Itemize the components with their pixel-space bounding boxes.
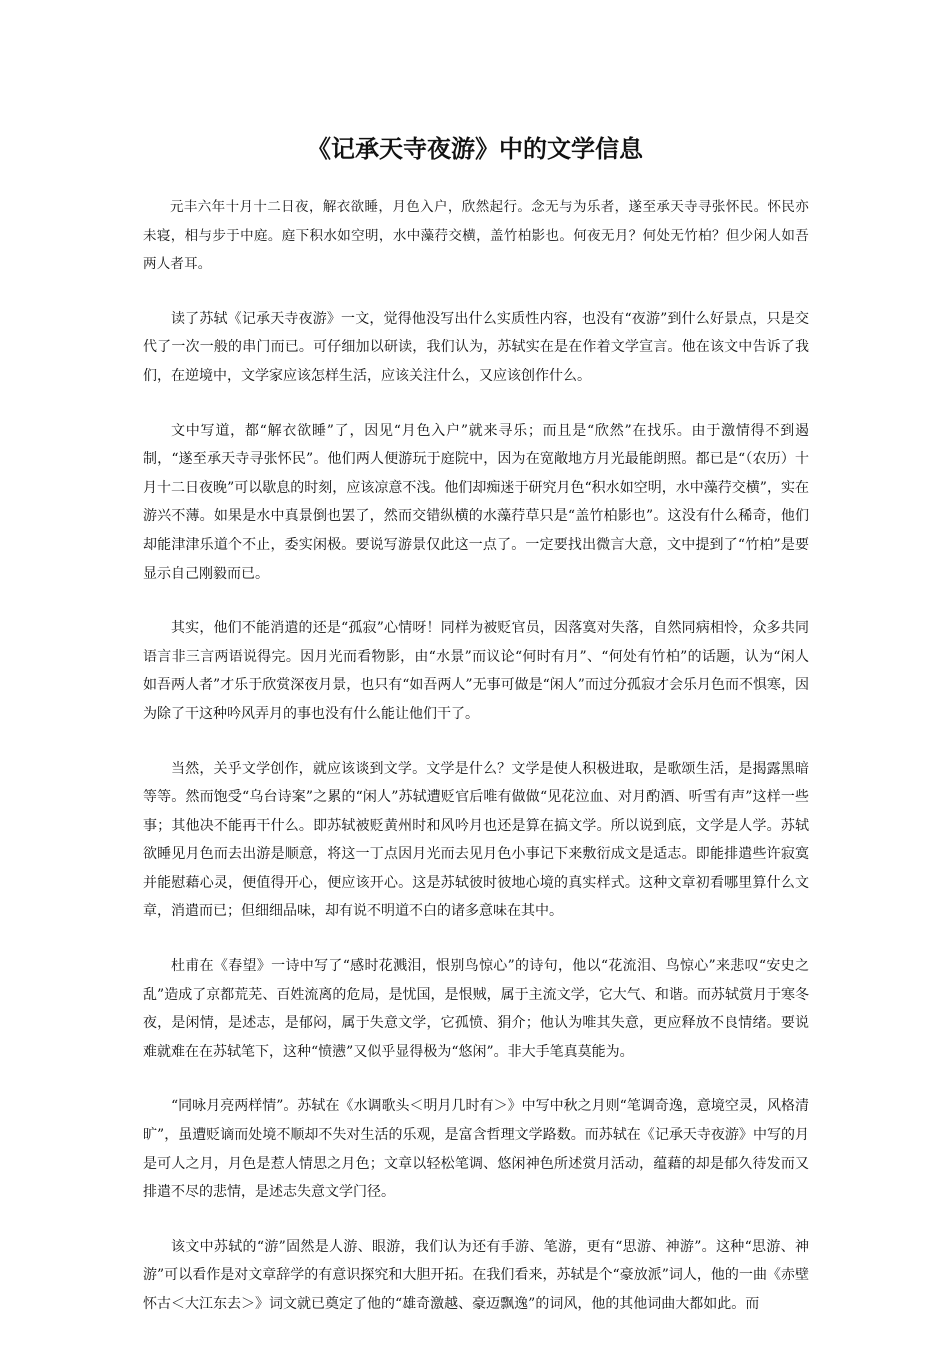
- classical-text-paragraph: 元丰六年十月十二日夜，解衣欲睡，月色入户，欣然起行。念无与为乐者，遂至承天寺寻张怀民。怀民亦未寝，相与步于中庭。庭下积水如空明，水中藻荇交横，盖竹柏影也。何夜无月？何处无竹柏？但少闲人如吾两人者耳。: [143, 199, 809, 273]
- body-paragraph: 读了苏轼《记承天寺夜游》一文，觉得他没写出什么实质性内容，也没有“夜游”到什么好景点，只是交代了一次一般的串门而已。可仔细加以研读，我们认为，苏轼实在是在作着文学宣言。他在该文中告诉了我们，在逆境中，文学家应该怎样生活，应该关注什么，又应该创作什么。: [143, 310, 809, 384]
- body-paragraph: 该文中苏轼的“游”固然是人游、眼游，我们认为还有手游、笔游，更有“思游、神游”。这种“思游、神游”可以看作是对文章辞学的有意识探究和大胆开拓。在我们看来，苏轼是个“豪放派”词人，他的一曲《赤壁怀古＜大江东去＞》词文就已奠定了他的“雄奇激越、豪迈飘逸”的词风，他的其他词曲大都如此。而: [143, 1238, 809, 1312]
- document-body: [143, 193, 809, 1345]
- body-paragraph: 杜甫在《春望》一诗中写了“感时花溅泪，恨别鸟惊心”的诗句，他以“花流泪、鸟惊心”来悲叹“安史之乱”造成了京都荒芜、百姓流离的危局，是忧国，是恨贼，属于主流文学，它大气、和谐。而苏轼赏月于寒冬夜，是闲情，是述志，是郁闷，属于失意文学，它孤愤、狷介；他认为唯其失意，更应释放不良情绪。要说难就难在在苏轼笔下，这种“愤懑”又似乎显得极为“悠闲”。非大手笔真莫能为。: [143, 958, 809, 1060]
- body-paragraph: 其实，他们不能消遣的还是“孤寂”心情呀！同样为被贬官员，因落寞对失落，自然同病相怜，众多共同语言非三言两语说得完。因月光而看物影，由“水景”而议论“何时有月”、“何处有竹柏”的话题，认为“闲人如吾两人者”才乐于欣赏深夜月景，也只有“如吾两人”无事可做是“闲人”而过分孤寂才会乐月色而不惧寒，因为除了干这种吟风弄月的事也没有什么能让他们干了。: [143, 620, 809, 722]
- body-paragraph: 当然，关乎文学创作，就应该谈到文学。文学是什么？文学是使人积极进取，是歌颂生活，是揭露黑暗等等。然而饱受“乌台诗案”之累的“闲人”苏轼遭贬官后唯有做做“见花泣血、对月酌酒、听雪有声”这样一些事；其他决不能再干什么。即苏轼被贬黄州时和风吟月也还是算在搞文学。所以说到底，文学是人学。苏轼欲睡见月色而去出游是顺意，将这一丁点因月光而去见月色小事记下来敷衍成文是适志。即能排遣些许寂寞并能慰藉心灵，便值得开心，便应该开心。这是苏轼彼时彼地心境的真实样式。这种文章初看哪里算什么文章，消遣而已；但细细品味，却有说不明道不白的诸多意味在其中。: [143, 760, 809, 920]
- body-paragraph: 文中写道，都“解衣欲睡”了，因见“月色入户”就来寻乐；而且是“欣然”在找乐。由于激情得不到遏制，“遂至承天寺寻张怀民”。他们两人便游玩于庭院中，因为在宽敞地方月光最能朗照。都已是“（农历）十月十二日夜晚”可以歇息的时刻，应该凉意不浅。他们却痴迷于研究月色“积水如空明，水中藻荇交横”，实在游兴不薄。如果是水中真景倒也罢了，然而交错纵横的水藻荇草只是“盖竹柏影也”。这没有什么稀奇，他们却能津津乐道个不止，委实闲极。要说写游景仅此这一点了。一定要找出微言大意，文中提到了“竹柏”是要显示自己刚毅而已。: [143, 422, 809, 582]
- body-paragraph: “同咏月亮两样情”。苏轼在《水调歌头＜明月几时有＞》中写中秋之月则“笔调奇逸，意境空灵，风格清旷”，虽遭贬谪而处境不顺却不失对生活的乐观，是富含哲理文学路数。而苏轼在《记承天寺夜游》中写的月是可人之月，月色是惹人情思之月色；文章以轻松笔调、悠闲神色所述赏月活动，蕴藉的却是郁久待发而又排遣不尽的悲情，是述志失意文学门径。: [143, 1098, 809, 1201]
- document-title: 《记承天寺夜游》中的文学信息: [307, 135, 643, 163]
